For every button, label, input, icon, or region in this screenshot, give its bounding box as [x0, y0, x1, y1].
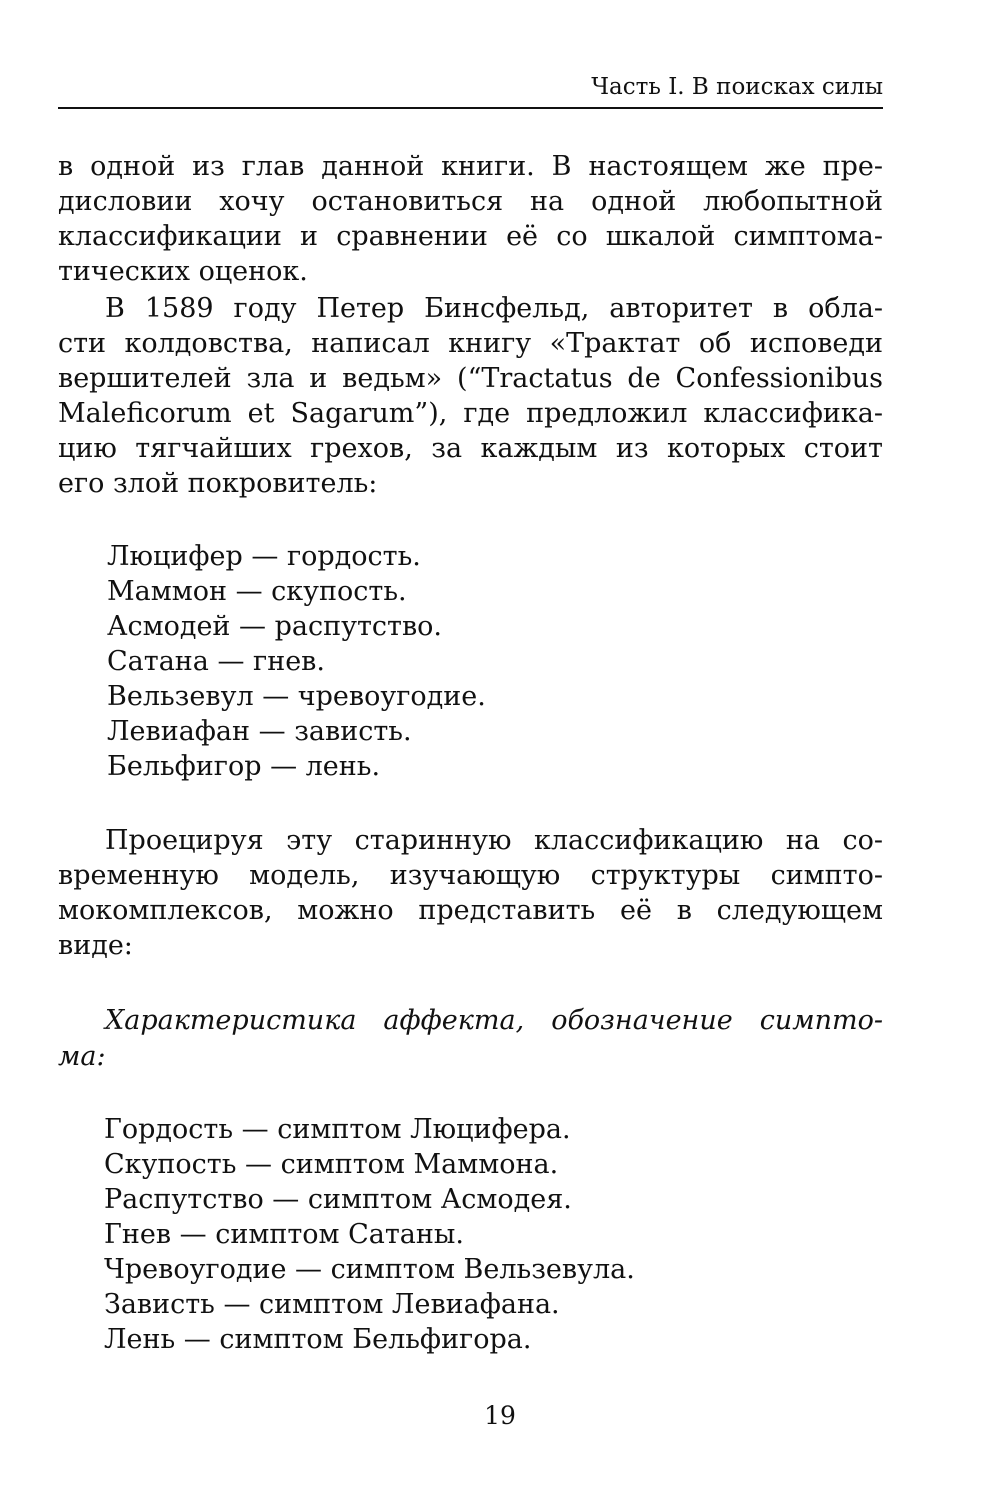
text-line: дисловии хочу остановиться на одной любопытной	[58, 186, 883, 217]
text-line: В 1589 году Петер Бинсфельд, авторитет в обла-	[105, 293, 883, 324]
list-item: Гордость — симптом Люцифера.	[104, 1114, 571, 1145]
text-line: вершителей зла и ведьм» (“Tractatus de Confessionibus	[58, 363, 883, 394]
list-item: Лень — симптом Бельфигора.	[104, 1324, 532, 1355]
text-line: мокомплексов, можно представить её в следующем	[58, 895, 883, 926]
list-item: Левиафан — зависть.	[107, 716, 412, 747]
list-item: Асмодей — распутство.	[107, 611, 443, 642]
list-item: Сатана — гнев.	[107, 646, 325, 677]
list-item: Вельзевул — чревоугодие.	[107, 681, 486, 712]
text-line: Проецируя эту старинную классификацию на со-	[105, 825, 883, 856]
text-line: классификации и сравнении её со шкалой симптома-	[58, 221, 883, 252]
list-item: Гнев — симптом Сатаны.	[104, 1219, 464, 1250]
list-item: Бельфигор — лень.	[107, 751, 381, 782]
text-line: тических оценок.	[58, 256, 308, 287]
text-line: Характеристика аффекта, обозначение симпто-	[105, 1005, 883, 1036]
list-item: Маммон — скупость.	[107, 576, 407, 607]
text-line: в одной из глав данной книги. В настоящем же пре-	[58, 151, 883, 182]
list-item: Зависть — симптом Левиафана.	[104, 1289, 560, 1320]
text-line: виде:	[58, 930, 133, 961]
text-line: цию тягчайших грехов, за каждым из которых стоит	[58, 433, 883, 464]
header-rule	[58, 107, 883, 109]
text-line: ма:	[58, 1041, 106, 1072]
list-item: Люцифер — гордость.	[107, 541, 421, 572]
text-line: его злой покровитель:	[58, 468, 378, 499]
text-line: сти колдовства, написал книгу «Трактат об исповеди	[58, 328, 883, 359]
text-line: временную модель, изучающую структуры симпто-	[58, 860, 883, 891]
running-header: Часть I. В поисках силы	[591, 74, 883, 100]
list-item: Чревоугодие — симптом Вельзевула.	[104, 1254, 635, 1285]
list-item: Распутство — симптом Асмодея.	[104, 1184, 572, 1215]
text-line: Maleficorum et Sagarum”), где предложил классифика-	[58, 398, 883, 429]
page-number: 19	[484, 1401, 516, 1430]
list-item: Скупость — симптом Маммона.	[104, 1149, 559, 1180]
